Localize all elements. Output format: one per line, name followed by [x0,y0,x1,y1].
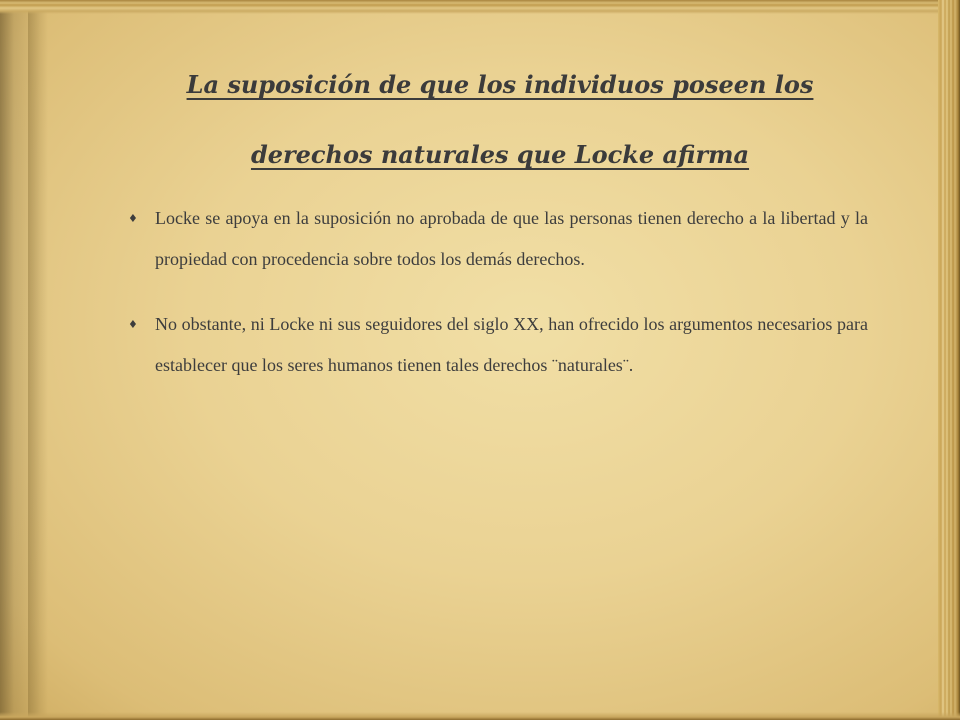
bullet-text-1: Locke se apoya en la suposición no aprobada de que las personas tienen derecho a la libertad y la propiedad con procedencia sobre todos los demás derechos. [155,208,868,269]
diamond-bullet-icon: ♦ [128,318,138,331]
bullet-text-2: No obstante, ni Locke ni sus seguidores del siglo XX, han ofrecido los argumentos necesarios para establecer que los seres humanos tienen tales derechos ¨naturales¨. [155,314,868,375]
page-stack-right-edge [938,0,960,720]
bullet-item-1 [128,198,868,280]
bullet-item-2 [128,304,868,386]
diamond-bullet-icon: ♦ [128,212,138,225]
book-spine-shadow [28,0,48,720]
page-stack-top-edge [0,0,960,14]
bullet-list [128,198,868,410]
slide-title: La suposición de que los individuos poseen los derechos naturales que Locke afirma [186,70,814,169]
page-stack-bottom-edge [0,712,960,720]
